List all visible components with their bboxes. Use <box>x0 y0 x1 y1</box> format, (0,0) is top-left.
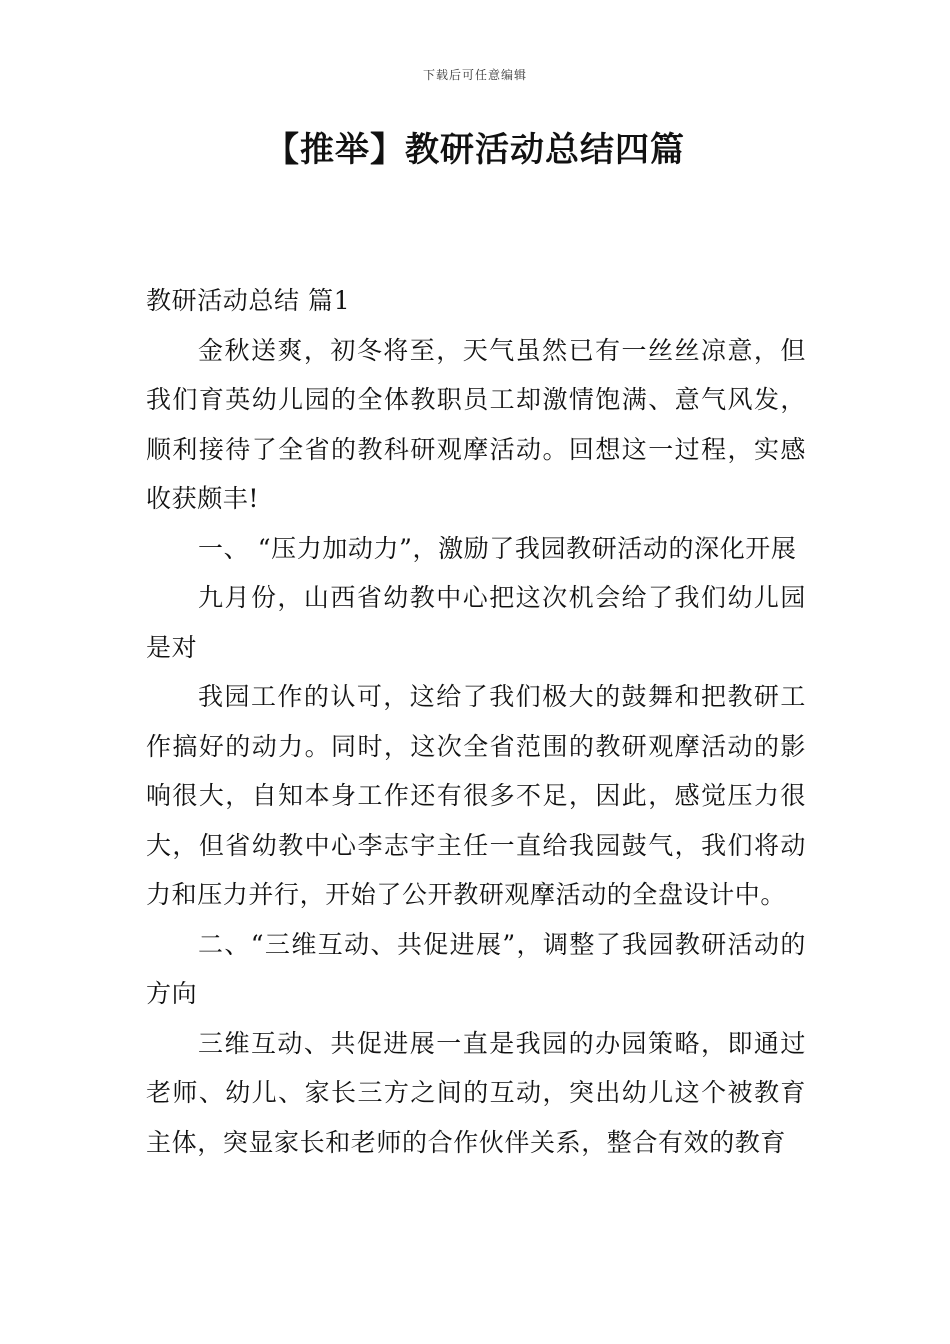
paragraph-3: 九月份，山西省幼教中心把这次机会给了我们幼儿园是对 <box>146 583 806 662</box>
paragraph-4: 我园工作的认可，这给了我们极大的鼓舞和把教研工作搞好的动力。同时，这次全省范围的教研观摩活动的影响很大，自知本身工作还有很多不足，因此，感觉压力很大，但省幼教中心李志宇主任一直给我园鼓气，我们将动力和压力并行，开始了公开教研观摩活动的全盘设计中。 <box>146 682 806 909</box>
paragraph-6: 三维互动、共促进展一直是我园的办园策略，即通过老师、幼儿、家长三方之间的互动，突出幼儿这个被教育主体，突显家长和老师的合作伙伴关系，整合有效的教育 <box>146 1028 806 1157</box>
document-body <box>146 276 806 1167</box>
section-heading: 教研活动总结 篇1 <box>146 286 351 315</box>
paragraph-1: 金秋送爽，初冬将至，天气虽然已有一丝丝凉意，但我们育英幼儿园的全体教职员工却激情饱满、意气风发，顺利接待了全省的教科研观摩活动。回想这一过程，实感收获颇丰! <box>146 335 806 513</box>
paragraph-2: 一、 “压力加动力”，激励了我园教研活动的深化开展 <box>198 533 797 563</box>
paragraph-5: 二、“三维互动、共促进展”，调整了我园教研活动的方向 <box>146 929 806 1008</box>
header-note: 下载后可任意编辑 <box>422 68 527 82</box>
document-title: 【推举】教研活动总结四篇 <box>265 130 685 170</box>
